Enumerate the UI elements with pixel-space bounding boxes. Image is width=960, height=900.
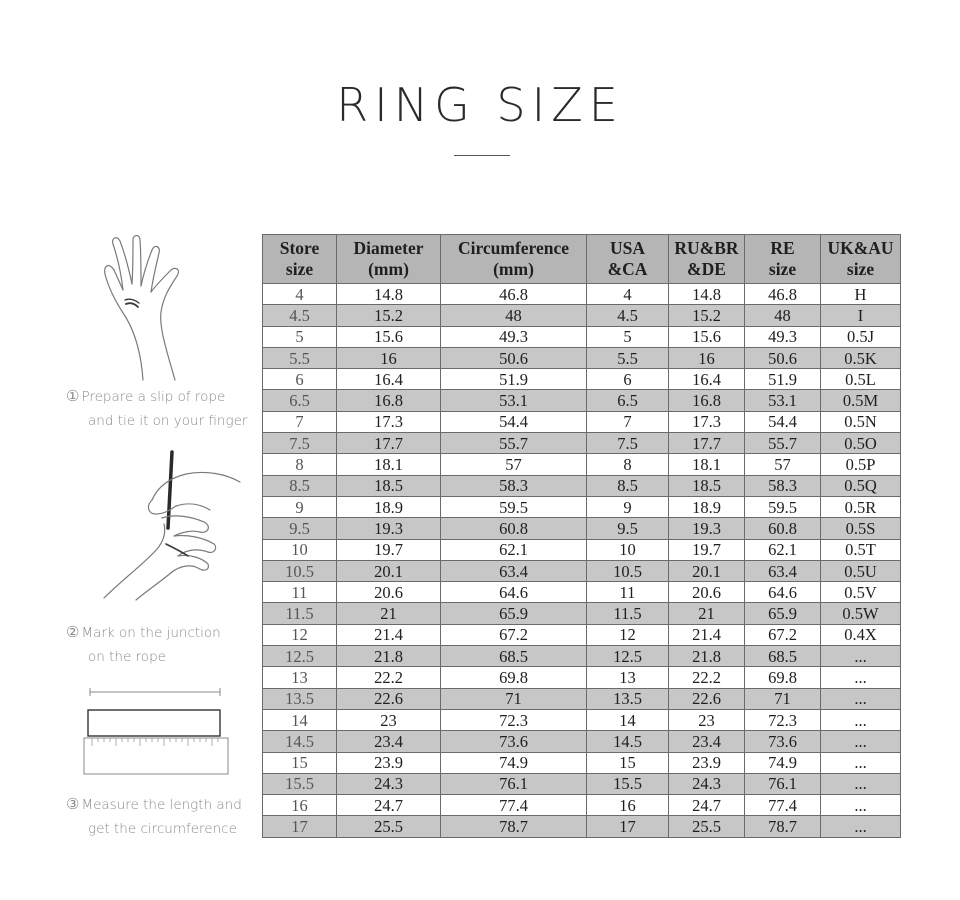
cell-store-size: 11	[263, 582, 337, 603]
cell-store-size: 16	[263, 795, 337, 816]
table-row	[263, 560, 901, 581]
ruler-measure-icon	[82, 684, 232, 776]
cell-usa-ca: 4	[587, 284, 669, 305]
cell-usa-ca: 5	[587, 326, 669, 347]
cell-re-size: 57	[745, 454, 821, 475]
cell-store-size: 11.5	[263, 603, 337, 624]
cell-usa-ca: 15.5	[587, 773, 669, 794]
cell-re-size: 68.5	[745, 646, 821, 667]
header-circumference-line2: (mm)	[493, 259, 534, 279]
table-header-row	[263, 235, 901, 284]
cell-usa-ca: 12	[587, 624, 669, 645]
cell-usa-ca: 8	[587, 454, 669, 475]
cell-store-size: 13	[263, 667, 337, 688]
cell-ru-br-de: 19.7	[669, 539, 745, 560]
table-row	[263, 347, 901, 368]
cell-uk-au-size: 0.5V	[821, 582, 901, 603]
cell-store-size: 6.5	[263, 390, 337, 411]
cell-usa-ca: 4.5	[587, 305, 669, 326]
cell-re-size: 59.5	[745, 496, 821, 517]
cell-store-size: 12	[263, 624, 337, 645]
cell-circumference: 54.4	[441, 411, 587, 432]
cell-uk-au-size: 0.5L	[821, 369, 901, 390]
table-row	[263, 795, 901, 816]
cell-usa-ca: 10.5	[587, 560, 669, 581]
cell-circumference: 53.1	[441, 390, 587, 411]
table-row	[263, 390, 901, 411]
cell-circumference: 49.3	[441, 326, 587, 347]
cell-circumference: 67.2	[441, 624, 587, 645]
table-row	[263, 475, 901, 496]
cell-uk-au-size: 0.5Q	[821, 475, 901, 496]
cell-uk-au-size: 0.4X	[821, 624, 901, 645]
cell-usa-ca: 8.5	[587, 475, 669, 496]
cell-uk-au-size: 0.5S	[821, 518, 901, 539]
cell-ru-br-de: 22.2	[669, 667, 745, 688]
cell-diameter: 20.6	[337, 582, 441, 603]
cell-uk-au-size: ...	[821, 646, 901, 667]
cell-ru-br-de: 20.6	[669, 582, 745, 603]
cell-uk-au-size: 0.5T	[821, 539, 901, 560]
cell-diameter: 17.3	[337, 411, 441, 432]
cell-circumference: 57	[441, 454, 587, 475]
table-row	[263, 518, 901, 539]
hand-with-rope-icon	[95, 232, 205, 382]
cell-uk-au-size: ...	[821, 709, 901, 730]
header-uk-au-size-line2: size	[846, 259, 875, 279]
cell-uk-au-size: 0.5K	[821, 347, 901, 368]
cell-ru-br-de: 23	[669, 709, 745, 730]
cell-usa-ca: 17	[587, 816, 669, 837]
cell-diameter: 21.8	[337, 646, 441, 667]
cell-store-size: 14	[263, 709, 337, 730]
cell-circumference: 51.9	[441, 369, 587, 390]
cell-re-size: 60.8	[745, 518, 821, 539]
cell-diameter: 17.7	[337, 433, 441, 454]
cell-ru-br-de: 21.4	[669, 624, 745, 645]
header-uk-au-size-line1: UK&AU	[827, 238, 894, 258]
cell-diameter: 19.7	[337, 539, 441, 560]
cell-usa-ca: 7	[587, 411, 669, 432]
cell-usa-ca: 13.5	[587, 688, 669, 709]
cell-usa-ca: 9	[587, 496, 669, 517]
cell-uk-au-size: H	[821, 284, 901, 305]
step-3-line2: get the circumference	[88, 821, 237, 837]
header-circumference	[441, 235, 587, 284]
cell-usa-ca: 5.5	[587, 347, 669, 368]
cell-circumference: 55.7	[441, 433, 587, 454]
cell-circumference: 72.3	[441, 709, 587, 730]
cell-ru-br-de: 16.8	[669, 390, 745, 411]
cell-store-size: 10	[263, 539, 337, 560]
table-row	[263, 816, 901, 837]
cell-ru-br-de: 23.9	[669, 752, 745, 773]
cell-ru-br-de: 16.4	[669, 369, 745, 390]
cell-re-size: 77.4	[745, 795, 821, 816]
cell-store-size: 9.5	[263, 518, 337, 539]
cell-diameter: 14.8	[337, 284, 441, 305]
header-ru-br-de	[669, 235, 745, 284]
cell-uk-au-size: 0.5O	[821, 433, 901, 454]
cell-ru-br-de: 14.8	[669, 284, 745, 305]
cell-re-size: 65.9	[745, 603, 821, 624]
cell-usa-ca: 16	[587, 795, 669, 816]
cell-uk-au-size: ...	[821, 795, 901, 816]
cell-uk-au-size: ...	[821, 688, 901, 709]
cell-circumference: 50.6	[441, 347, 587, 368]
cell-store-size: 17	[263, 816, 337, 837]
cell-store-size: 10.5	[263, 560, 337, 581]
cell-circumference: 77.4	[441, 795, 587, 816]
cell-ru-br-de: 23.4	[669, 731, 745, 752]
cell-store-size: 5	[263, 326, 337, 347]
cell-store-size: 14.5	[263, 731, 337, 752]
ring-size-table	[262, 234, 901, 838]
cell-circumference: 62.1	[441, 539, 587, 560]
cell-circumference: 73.6	[441, 731, 587, 752]
header-usa-ca	[587, 235, 669, 284]
cell-usa-ca: 14	[587, 709, 669, 730]
step-2-caption	[66, 620, 221, 669]
table-row	[263, 539, 901, 560]
cell-re-size: 76.1	[745, 773, 821, 794]
cell-circumference: 48	[441, 305, 587, 326]
cell-re-size: 78.7	[745, 816, 821, 837]
header-circumference-line1: Circumference	[457, 238, 570, 258]
cell-circumference: 59.5	[441, 496, 587, 517]
cell-re-size: 62.1	[745, 539, 821, 560]
cell-diameter: 23.9	[337, 752, 441, 773]
table-row	[263, 731, 901, 752]
cell-re-size: 64.6	[745, 582, 821, 603]
cell-diameter: 19.3	[337, 518, 441, 539]
cell-uk-au-size: ...	[821, 752, 901, 773]
table-row	[263, 582, 901, 603]
cell-store-size: 13.5	[263, 688, 337, 709]
cell-store-size: 5.5	[263, 347, 337, 368]
header-ru-br-de-line1: RU&BR	[674, 238, 739, 258]
cell-uk-au-size: 0.5N	[821, 411, 901, 432]
cell-store-size: 7.5	[263, 433, 337, 454]
cell-re-size: 67.2	[745, 624, 821, 645]
table-row	[263, 773, 901, 794]
table-row	[263, 454, 901, 475]
header-uk-au-size	[821, 235, 901, 284]
cell-diameter: 18.1	[337, 454, 441, 475]
table-body	[263, 284, 901, 838]
cell-ru-br-de: 24.7	[669, 795, 745, 816]
header-diameter	[337, 235, 441, 284]
cell-circumference: 69.8	[441, 667, 587, 688]
cell-usa-ca: 7.5	[587, 433, 669, 454]
cell-circumference: 60.8	[441, 518, 587, 539]
cell-diameter: 22.2	[337, 667, 441, 688]
cell-ru-br-de: 20.1	[669, 560, 745, 581]
header-re-size	[745, 235, 821, 284]
cell-diameter: 21.4	[337, 624, 441, 645]
cell-ru-br-de: 24.3	[669, 773, 745, 794]
cell-diameter: 16.8	[337, 390, 441, 411]
cell-ru-br-de: 17.7	[669, 433, 745, 454]
cell-circumference: 58.3	[441, 475, 587, 496]
cell-uk-au-size: ...	[821, 773, 901, 794]
header-store-size-line1: Store	[279, 238, 320, 258]
cell-store-size: 12.5	[263, 646, 337, 667]
cell-uk-au-size: 0.5R	[821, 496, 901, 517]
cell-ru-br-de: 21.8	[669, 646, 745, 667]
table-row	[263, 603, 901, 624]
step-1-line1: Prepare a slip of rope	[81, 389, 226, 405]
cell-ru-br-de: 18.5	[669, 475, 745, 496]
cell-re-size: 54.4	[745, 411, 821, 432]
header-diameter-line2: (mm)	[368, 259, 409, 279]
table-row	[263, 709, 901, 730]
step-1-line2: and tie it on your finger	[88, 413, 248, 429]
step-3-caption	[66, 792, 242, 841]
cell-diameter: 18.5	[337, 475, 441, 496]
table-row	[263, 284, 901, 305]
cell-usa-ca: 11.5	[587, 603, 669, 624]
cell-ru-br-de: 22.6	[669, 688, 745, 709]
step-2-line2: on the rope	[88, 649, 166, 665]
cell-ru-br-de: 18.1	[669, 454, 745, 475]
cell-uk-au-size: ...	[821, 816, 901, 837]
cell-re-size: 73.6	[745, 731, 821, 752]
hand-marking-rope-icon	[100, 448, 245, 608]
cell-store-size: 8	[263, 454, 337, 475]
cell-diameter: 16.4	[337, 369, 441, 390]
cell-uk-au-size: I	[821, 305, 901, 326]
table-row	[263, 369, 901, 390]
cell-usa-ca: 6.5	[587, 390, 669, 411]
cell-re-size: 74.9	[745, 752, 821, 773]
cell-re-size: 72.3	[745, 709, 821, 730]
cell-diameter: 22.6	[337, 688, 441, 709]
cell-usa-ca: 13	[587, 667, 669, 688]
table-row	[263, 411, 901, 432]
cell-usa-ca: 9.5	[587, 518, 669, 539]
table-row	[263, 496, 901, 517]
step-3-number: ③	[66, 795, 80, 813]
cell-circumference: 46.8	[441, 284, 587, 305]
cell-store-size: 9	[263, 496, 337, 517]
cell-uk-au-size: 0.5J	[821, 326, 901, 347]
page-title: RING SIZE	[336, 78, 624, 132]
step-3-line1: Measure the length and	[81, 797, 242, 813]
cell-circumference: 76.1	[441, 773, 587, 794]
cell-uk-au-size: 0.5U	[821, 560, 901, 581]
header-store-size	[263, 235, 337, 284]
cell-diameter: 20.1	[337, 560, 441, 581]
title-divider	[454, 155, 510, 156]
cell-store-size: 15.5	[263, 773, 337, 794]
table-row	[263, 752, 901, 773]
step-2-number: ②	[66, 623, 80, 641]
cell-circumference: 63.4	[441, 560, 587, 581]
cell-uk-au-size: 0.5W	[821, 603, 901, 624]
header-diameter-line1: Diameter	[353, 238, 424, 258]
cell-ru-br-de: 19.3	[669, 518, 745, 539]
cell-re-size: 71	[745, 688, 821, 709]
cell-circumference: 65.9	[441, 603, 587, 624]
cell-ru-br-de: 15.2	[669, 305, 745, 326]
cell-usa-ca: 11	[587, 582, 669, 603]
cell-re-size: 55.7	[745, 433, 821, 454]
cell-uk-au-size: ...	[821, 667, 901, 688]
cell-ru-br-de: 15.6	[669, 326, 745, 347]
cell-re-size: 69.8	[745, 667, 821, 688]
step-1-number: ①	[66, 387, 80, 405]
header-re-size-line1: RE	[770, 238, 795, 258]
cell-diameter: 15.2	[337, 305, 441, 326]
cell-usa-ca: 15	[587, 752, 669, 773]
cell-circumference: 71	[441, 688, 587, 709]
cell-store-size: 4.5	[263, 305, 337, 326]
cell-re-size: 58.3	[745, 475, 821, 496]
cell-diameter: 18.9	[337, 496, 441, 517]
header-store-size-line2: size	[285, 259, 314, 279]
cell-usa-ca: 14.5	[587, 731, 669, 752]
cell-store-size: 6	[263, 369, 337, 390]
cell-usa-ca: 6	[587, 369, 669, 390]
table-row	[263, 433, 901, 454]
header-usa-ca-line2: &CA	[607, 259, 648, 279]
cell-ru-br-de: 21	[669, 603, 745, 624]
step-1-caption	[66, 384, 247, 433]
cell-circumference: 78.7	[441, 816, 587, 837]
table-row	[263, 667, 901, 688]
cell-ru-br-de: 17.3	[669, 411, 745, 432]
table-row	[263, 305, 901, 326]
cell-re-size: 49.3	[745, 326, 821, 347]
cell-uk-au-size: 0.5P	[821, 454, 901, 475]
header-re-size-line2: size	[768, 259, 797, 279]
cell-usa-ca: 10	[587, 539, 669, 560]
cell-diameter: 15.6	[337, 326, 441, 347]
cell-ru-br-de: 25.5	[669, 816, 745, 837]
table-row	[263, 646, 901, 667]
cell-ru-br-de: 16	[669, 347, 745, 368]
cell-store-size: 15	[263, 752, 337, 773]
step-2-line1: Mark on the junction	[81, 625, 221, 641]
cell-diameter: 21	[337, 603, 441, 624]
cell-circumference: 64.6	[441, 582, 587, 603]
cell-store-size: 4	[263, 284, 337, 305]
cell-store-size: 7	[263, 411, 337, 432]
cell-diameter: 23	[337, 709, 441, 730]
cell-uk-au-size: ...	[821, 731, 901, 752]
cell-diameter: 25.5	[337, 816, 441, 837]
cell-diameter: 16	[337, 347, 441, 368]
cell-re-size: 48	[745, 305, 821, 326]
cell-ru-br-de: 18.9	[669, 496, 745, 517]
table-row	[263, 326, 901, 347]
header-usa-ca-line1: USA	[609, 238, 645, 258]
cell-circumference: 74.9	[441, 752, 587, 773]
table-row	[263, 688, 901, 709]
cell-usa-ca: 12.5	[587, 646, 669, 667]
cell-re-size: 46.8	[745, 284, 821, 305]
cell-uk-au-size: 0.5M	[821, 390, 901, 411]
cell-diameter: 24.3	[337, 773, 441, 794]
cell-re-size: 63.4	[745, 560, 821, 581]
table-row	[263, 624, 901, 645]
cell-re-size: 53.1	[745, 390, 821, 411]
cell-re-size: 50.6	[745, 347, 821, 368]
cell-re-size: 51.9	[745, 369, 821, 390]
cell-store-size: 8.5	[263, 475, 337, 496]
cell-diameter: 23.4	[337, 731, 441, 752]
cell-diameter: 24.7	[337, 795, 441, 816]
header-ru-br-de-line2: &DE	[687, 259, 726, 279]
cell-circumference: 68.5	[441, 646, 587, 667]
